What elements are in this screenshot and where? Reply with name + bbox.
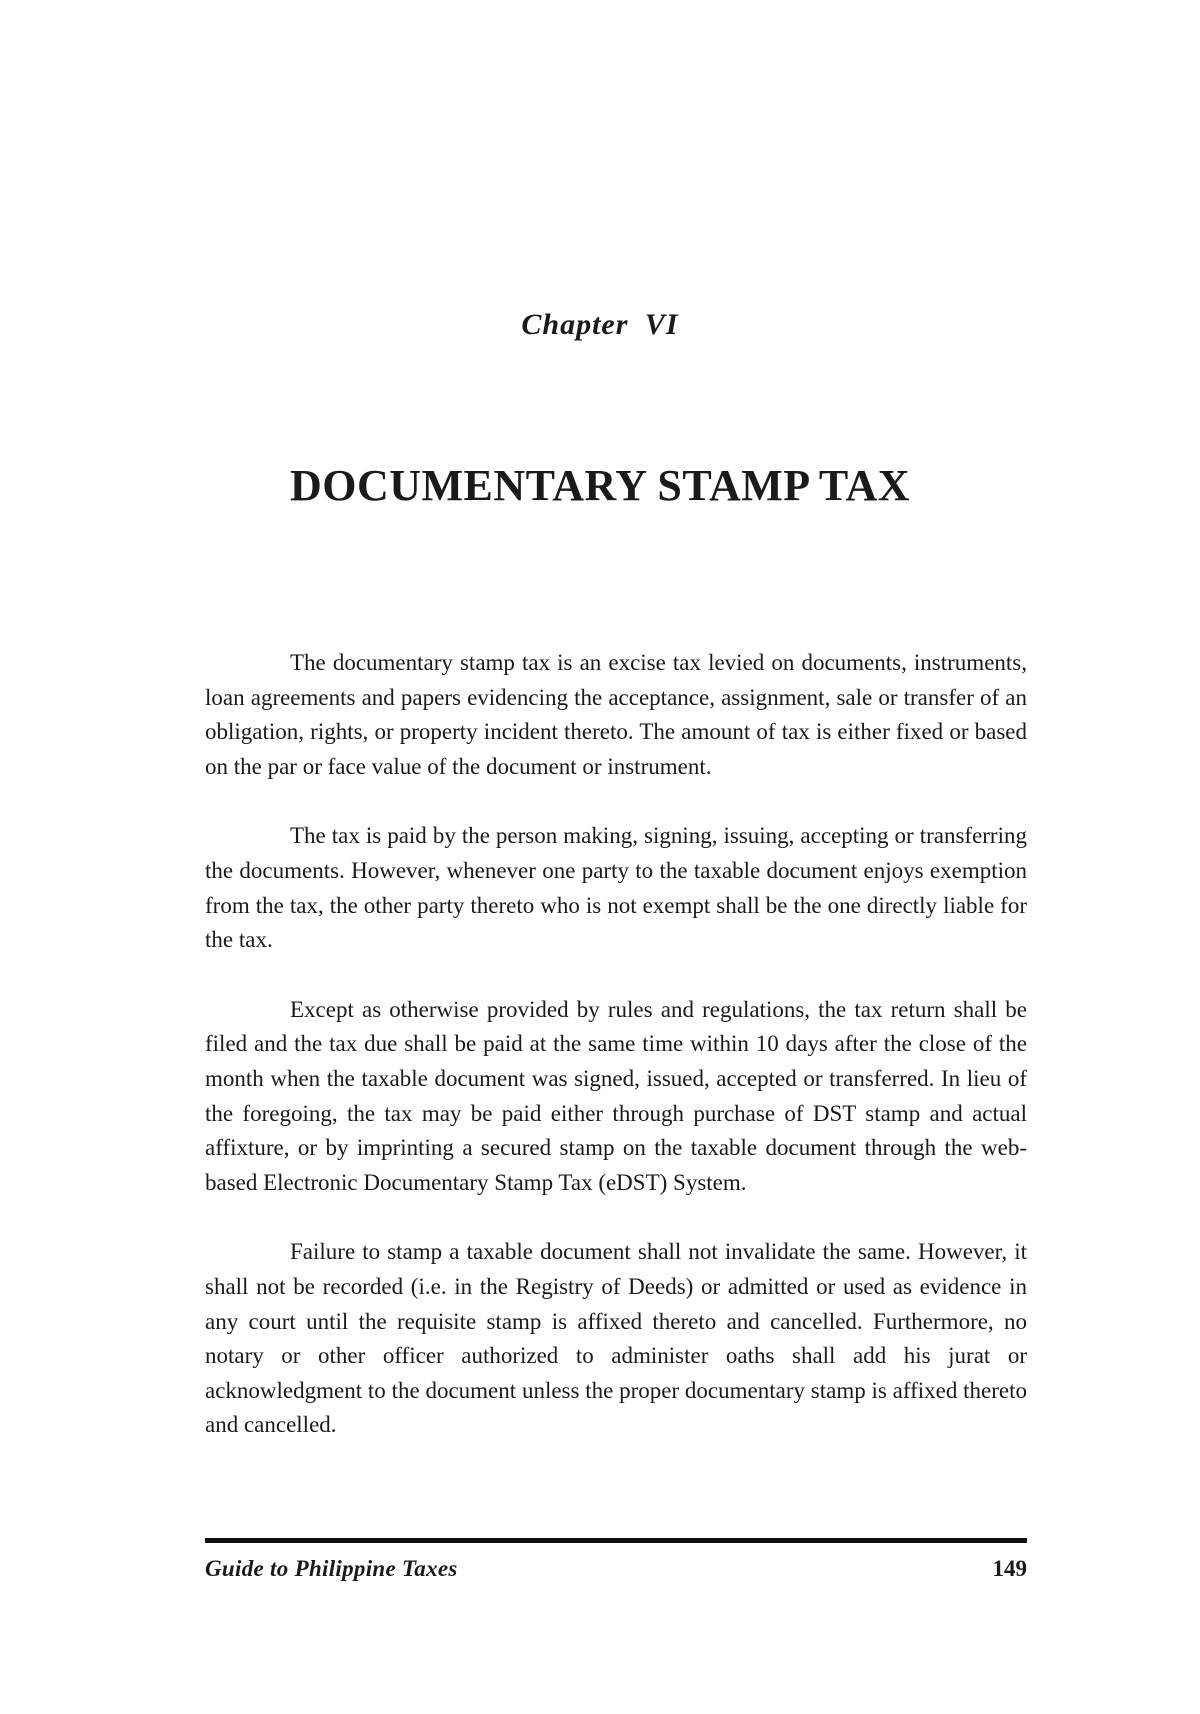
footer-divider xyxy=(205,1538,1027,1543)
body-text xyxy=(205,646,1027,1478)
paragraph: The documentary stamp tax is an excise tax levied on documents, instruments, loan agreements and papers evidencing the acceptance, assignment, sale or transfer of an obligation, rights, or property incident thereto. The amount of tax is either fixed or based on the par or face value of the document or instrument. xyxy=(205,650,1027,779)
chapter-title: DOCUMENTARY STAMP TAX xyxy=(289,461,911,510)
paragraph: Except as otherwise provided by rules and regulations, the tax return shall be filed and the tax due shall be paid at the same time within 10 days after the close of the month when the taxable document was signed, issued, accepted or transferred. In lieu of the foregoing, the tax may be paid either through purchase of DST stamp and actual affixture, or by imprinting a secured stamp on the taxable document through the web-based Electronic Documentary Stamp Tax (eDST) System. xyxy=(205,996,1027,1195)
chapter-label: Chapter VI xyxy=(521,308,679,341)
page-number: 149 xyxy=(992,1556,1027,1581)
footer-book-title: Guide to Philippine Taxes xyxy=(205,1556,458,1581)
paragraph: Failure to stamp a taxable document shall not invalidate the same. However, it shall not be recorded (i.e. in the Registry of Deeds) or admitted or used as evidence in any court until the requisite stamp is affixed thereto and cancelled. Furthermore, no notary or other officer authorized to administer oaths shall add his jurat or acknowledgment to the document unless the proper documentary stamp is affixed thereto and cancelled. xyxy=(205,1239,1027,1438)
paragraph: The tax is paid by the person making, signing, issuing, accepting or transferring the documents. However, whenever one party to the taxable document enjoys exemption from the tax, the other party thereto who is not exempt shall be the one directly liable for the tax. xyxy=(205,823,1027,953)
